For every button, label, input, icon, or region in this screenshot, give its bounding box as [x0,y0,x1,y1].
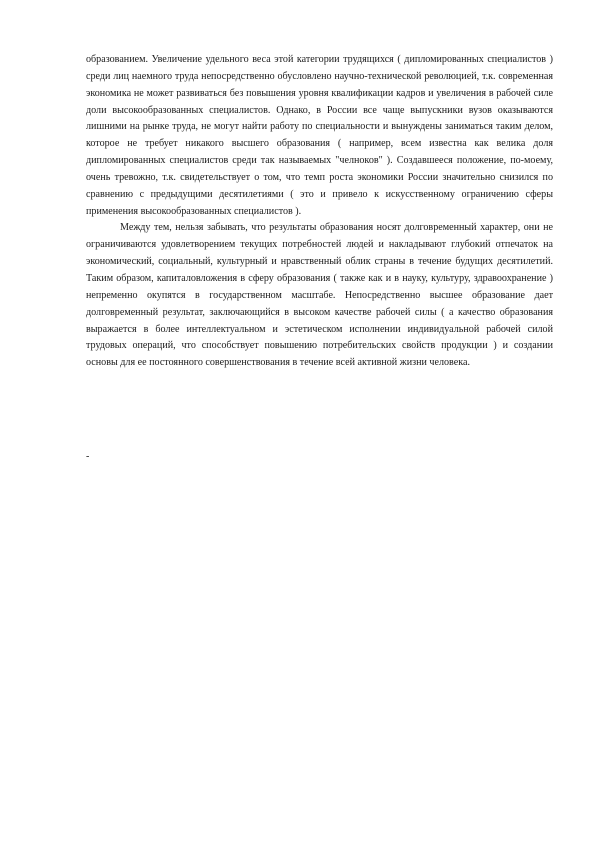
stray-mark: - [86,451,90,462]
paragraph-1: образованием. Увеличение удельного веса этой категории трудящихся ( дипломированных специалистов ) среди лиц наемного труда непосредственно обусловлено научно-технической революцией, т.к. современная экономика не может развиваться без повышения уровня квалификации кадров и увеличения в рабочей силе доли высокообразованных специалистов. Однако, в России все чаще выпускники вузов оказываются лишними на рынке труда, не могут найти работу по специальности и вынуждены заниматься таким делом, которое не требует никакого высшего образования ( например, всем известна как велика доля дипломированных специалистов среди так называемых "челноков" ). Создавшееся положение, по-моему, очень тревожно, т.к. свидетельствует о том, что темп роста экономики России значительно снизился по сравнению с предыдущими десятилетиями ( это и привело к искусственному ограничению сферы применения высокообразованных специалистов ). [86,54,553,217]
paragraph-2: Между тем, нельзя забывать, что результаты образования носят долговременный характер, они не ограничиваются удовлетворением текущих потребностей людей и накладывают глубокий отпечаток на экономический, социальный, культурный и нравственный облик страны в течение будущих десятилетий. Таким образом, капиталовложения в сферу образования ( также как и в науку, культуру, здравоохранение ) непременно окупятся в государственном масштабе. Непосредственно высшее образование дает долговременный результат, заключающийся в высоком качестве рабочей силы ( а качество образования выражается в более интеллектуальном и эстетическом исполнении индивидуальной рабочей силой трудовых операций, что способствует повышению потребительских свойств продукции ) и создании основы для ее постоянного совершенствования в течение всей активной жизни человека. [86,222,553,369]
body-text [86,52,553,372]
